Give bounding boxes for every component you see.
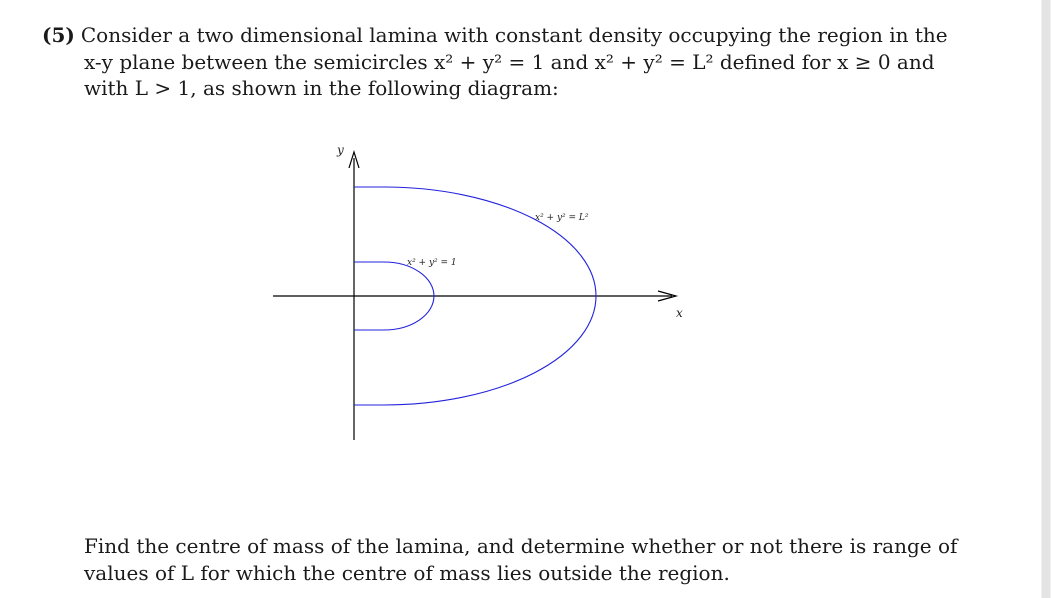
scrollbar[interactable]: [1041, 0, 1051, 598]
followup-question: [84, 533, 984, 587]
inner-curve-label: x² + y² = 1: [407, 258, 457, 268]
scrollbar-thumb[interactable]: [1042, 0, 1050, 598]
problem-line-3: with L > 1, as shown in the following diagram:: [84, 76, 559, 100]
outer-curve-label: x² + y² = L²: [535, 213, 589, 223]
x-axis-label: x: [676, 306, 683, 320]
followup-line-1: Find the centre of mass of the lamina, and determine whether or not there is range of: [84, 534, 958, 558]
followup-line-2: values of L for which the centre of mass lies outside the region.: [84, 561, 730, 585]
problem-number: (5): [42, 23, 75, 47]
problem-line-2: x-y plane between the semicircles x² + y² = 1 and x² + y² = L² defined for x ≥ 0 and: [84, 49, 935, 74]
y-axis-label: y: [337, 143, 344, 157]
problem-line-1-text: Consider a two dimensional lamina with constant density occupying the region in the: [80, 23, 948, 47]
